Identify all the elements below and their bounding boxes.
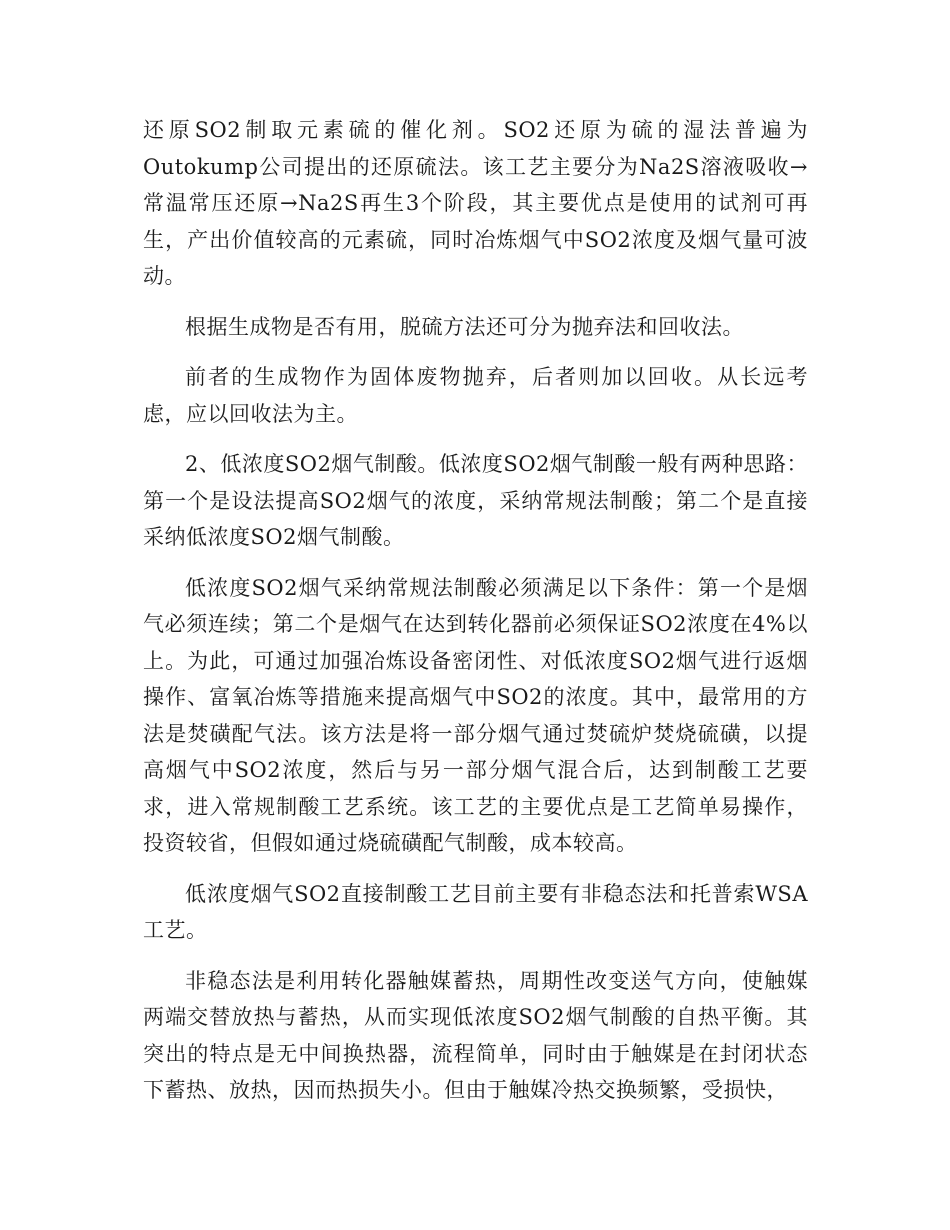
paragraph-6: 低浓度烟气SO2直接制酸工艺目前主要有非稳态法和托普索WSA工艺。 (143, 881, 808, 942)
paragraph-1: 还原SO2制取元素硫的催化剂。SO2还原为硫的湿法普遍为Outokump公司提出的还原硫法。该工艺主要分为Na2S溶液吸收→常温常压还原→Na2S再生3个阶段，其主要优点是使用的试剂可再生，产出价值较高的元素硫，同时冶炼烟气中SO2浓度及烟气量可波动。 (143, 118, 808, 288)
paragraph-4: 2、低浓度SO2烟气制酸。低浓度SO2烟气制酸一般有两种思路：第一个是设法提高SO2烟气的浓度，采纳常规法制酸；第二个是直接采纳低浓度SO2烟气制酸。 (143, 452, 808, 549)
document-body (143, 112, 808, 1123)
paragraph-2: 根据生成物是否有用，脱硫方法还可分为抛弃法和回收法。 (185, 314, 744, 339)
paragraph-7: 非稳态法是利用转化器触媒蓄热，周期性改变送气方向，使触媒两端交替放热与蓄热，从而实现低浓度SO2烟气制酸的自热平衡。其突出的特点是无中间换热器，流程简单，同时由于触媒是在封闭状态下蓄热、放热，因而热损失小。但由于触媒冷热交换频繁，受损快， (143, 968, 808, 1102)
paragraph-5: 低浓度SO2烟气采纳常规法制酸必须满足以下条件：第一个是烟气必须连续；第二个是烟气在达到转化器前必须保证SO2浓度在4%以上。为此，可通过加强冶炼设备密闭性、对低浓度SO2烟气进行返烟操作、富氧冶炼等措施来提高烟气中SO2的浓度。其中，最常用的方法是焚磺配气法。该方法是将一部分烟气通过焚硫炉焚烧硫磺，以提高烟气中SO2浓度，然后与另一部分烟气混合后，达到制酸工艺要求，进入常规制酸工艺系统。该工艺的主要优点是工艺简单易操作，投资较省，但假如通过烧硫磺配气制酸，成本较高。 (143, 575, 808, 855)
paragraph-3: 前者的生成物作为固体废物抛弃，后者则加以回收。从长远考虑，应以回收法为主。 (143, 365, 808, 426)
